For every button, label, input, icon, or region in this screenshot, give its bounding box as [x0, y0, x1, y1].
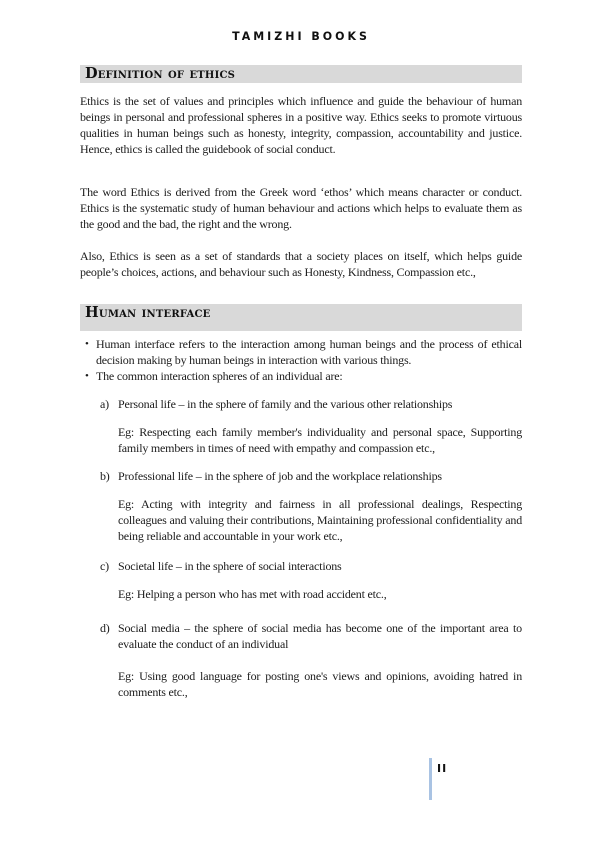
- paragraph-ethics-standards: Also, Ethics is seen as a set of standards that a society places on itself, which helps guide people’s choices, actions, and behaviour such as Honesty, Kindness, Compassion etc.,: [80, 249, 522, 279]
- item-title: Personal life – in the sphere of family and the various other relationships: [118, 397, 453, 411]
- bullet-text: The common interaction spheres of an individual are:: [96, 369, 343, 383]
- item-letter: a): [100, 397, 109, 411]
- item-letter: b): [100, 469, 110, 483]
- item-example-d: Eg: Using good language for posting one's views and opinions, avoiding hatred in comments etc.,: [118, 669, 522, 699]
- page-number: II: [437, 762, 448, 775]
- bullet-list: [80, 336, 522, 384]
- lettered-item-d: [80, 620, 522, 652]
- lettered-item-c: [80, 558, 522, 574]
- paragraph-ethics-definition: Ethics is the set of values and principles which influence and guide the behaviour of human beings in personal and professional spheres in a positive way. Ethics seeks to promote virtuous qualities in human beings such as honesty, integrity, compassion, accountability and justice. Hence, ethics is called the guidebook of social conduct.: [80, 94, 522, 156]
- bullet-item: [80, 336, 522, 368]
- bullet-icon: •: [85, 370, 89, 382]
- lettered-item-b: [80, 468, 522, 484]
- item-letter: c): [100, 559, 109, 573]
- section-heading-human-interface: Human interface: [80, 304, 522, 331]
- item-title: Social media – the sphere of social media has become one of the important area to evaluate the conduct of an individual: [118, 621, 522, 651]
- item-example-c: Eg: Helping a person who has met with road accident etc.,: [118, 587, 387, 601]
- item-title: Professional life – in the sphere of job and the workplace relationships: [118, 469, 442, 483]
- page-footer: [429, 758, 447, 800]
- item-letter: d): [100, 621, 110, 635]
- item-example-b: Eg: Acting with integrity and fairness in all professional dealings, Respecting colleagues and valuing their contributions, Maintaining professional confidentiality and being reliable and accountable in your work etc.,: [118, 497, 522, 543]
- bullet-icon: •: [85, 338, 89, 350]
- bullet-item: [80, 368, 522, 384]
- bullet-text: Human interface refers to the interaction among human beings and the process of ethical decision making by human beings in interaction with various things.: [96, 337, 522, 367]
- lettered-item-a: [80, 396, 522, 412]
- footer-divider: [429, 758, 432, 800]
- item-example-a: Eg: Respecting each family member's individuality and personal space, Supporting family members in times of need with empathy and compassion etc.,: [118, 425, 522, 455]
- paragraph-ethics-etymology: The word Ethics is derived from the Greek word ‘ethos’ which means character or conduct. Ethics is the systematic study of human behaviour and actions which helps to evaluate them as the good and the bad, the right and the wrong.: [80, 185, 522, 231]
- document-title: TAMIZHI BOOKS: [232, 29, 370, 44]
- section-heading-definition-of-ethics: Definition of ethics: [80, 65, 522, 83]
- item-title: Societal life – in the sphere of social interactions: [118, 559, 342, 573]
